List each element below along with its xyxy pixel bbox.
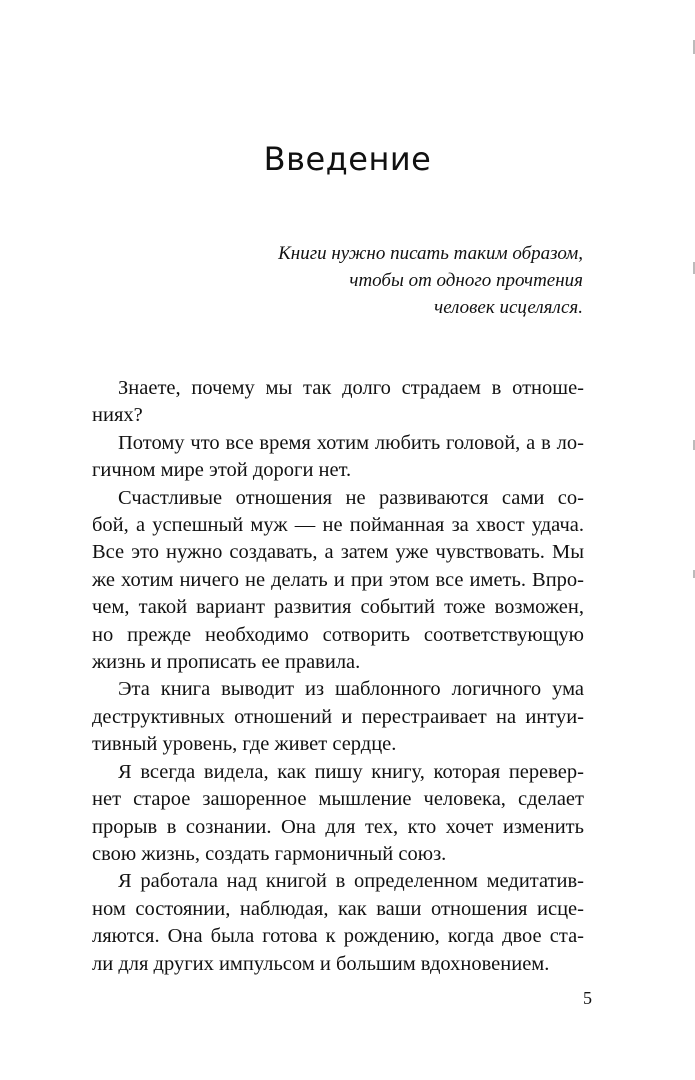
text-line: Знаете, почему мы так долго страдаем в отноше- [118,377,584,399]
paragraph [92,868,584,978]
text-line: нет старое зашоренное мышление человека, сделает [92,788,584,811]
text-line: Потому что все время хотим любить головой, а в ло- [118,431,584,454]
text-line: же хотим ничего не делать и при этом все иметь. Впро- [92,568,584,591]
text-line: Эта книга выводит из шаблонного логичного ума [118,678,584,701]
text-line: прорыв в сознании. Она для тех, кто хочет изменить [92,815,584,838]
text-line: Все это нужно создавать, а затем уже чувствовать. Мы [92,541,584,564]
text-line: деструктивных отношений и перестраивает на интуи- [92,705,584,728]
text-line: бой, а успешный муж — не пойманная за хвост удача. [92,514,584,537]
text-line: ли для других импульсом и большим вдохновением. [92,952,550,975]
text-line: но прежде необходимо сотворить соответствующую [92,623,584,646]
paragraph [92,759,584,869]
text-line: Я всегда видела, как пишу книгу, которая перевер- [118,760,584,783]
page-number: 5 [583,988,592,1008]
paragraph [92,676,584,758]
paragraph [92,430,584,485]
text-line: ляются. Она была готова к рождению, когда двое ста- [92,925,584,948]
text-line: тивный уровень, где живет сердце. [92,733,397,756]
epigraph-line: человек исцелялся. [434,297,583,318]
text-line: Счастливые отношения не развиваются сами со- [118,486,584,509]
text-line: гичном мире этой дороги нет. [92,459,352,482]
paragraph [92,375,584,430]
text-line: Я работала над книгой в определенном медитатив- [118,870,584,893]
text-line: свою жизнь, создать гармоничный союз. [92,842,447,865]
text-line: жизнь и прописать ее правила. [92,651,361,674]
epigraph-line: Книги нужно писать таким образом, [278,243,583,264]
text-line: чем, такой вариант развития событий тоже возможен, [92,596,584,619]
paragraph [92,485,584,677]
body-text [92,375,584,978]
epigraph [163,240,583,321]
epigraph-line: чтобы от одного прочтения [349,270,583,291]
chapter-heading: Введение [263,140,432,178]
text-line: ном состоянии, наблюдая, как ваши отношения исце- [92,897,584,920]
text-line: ниях? [92,404,143,427]
